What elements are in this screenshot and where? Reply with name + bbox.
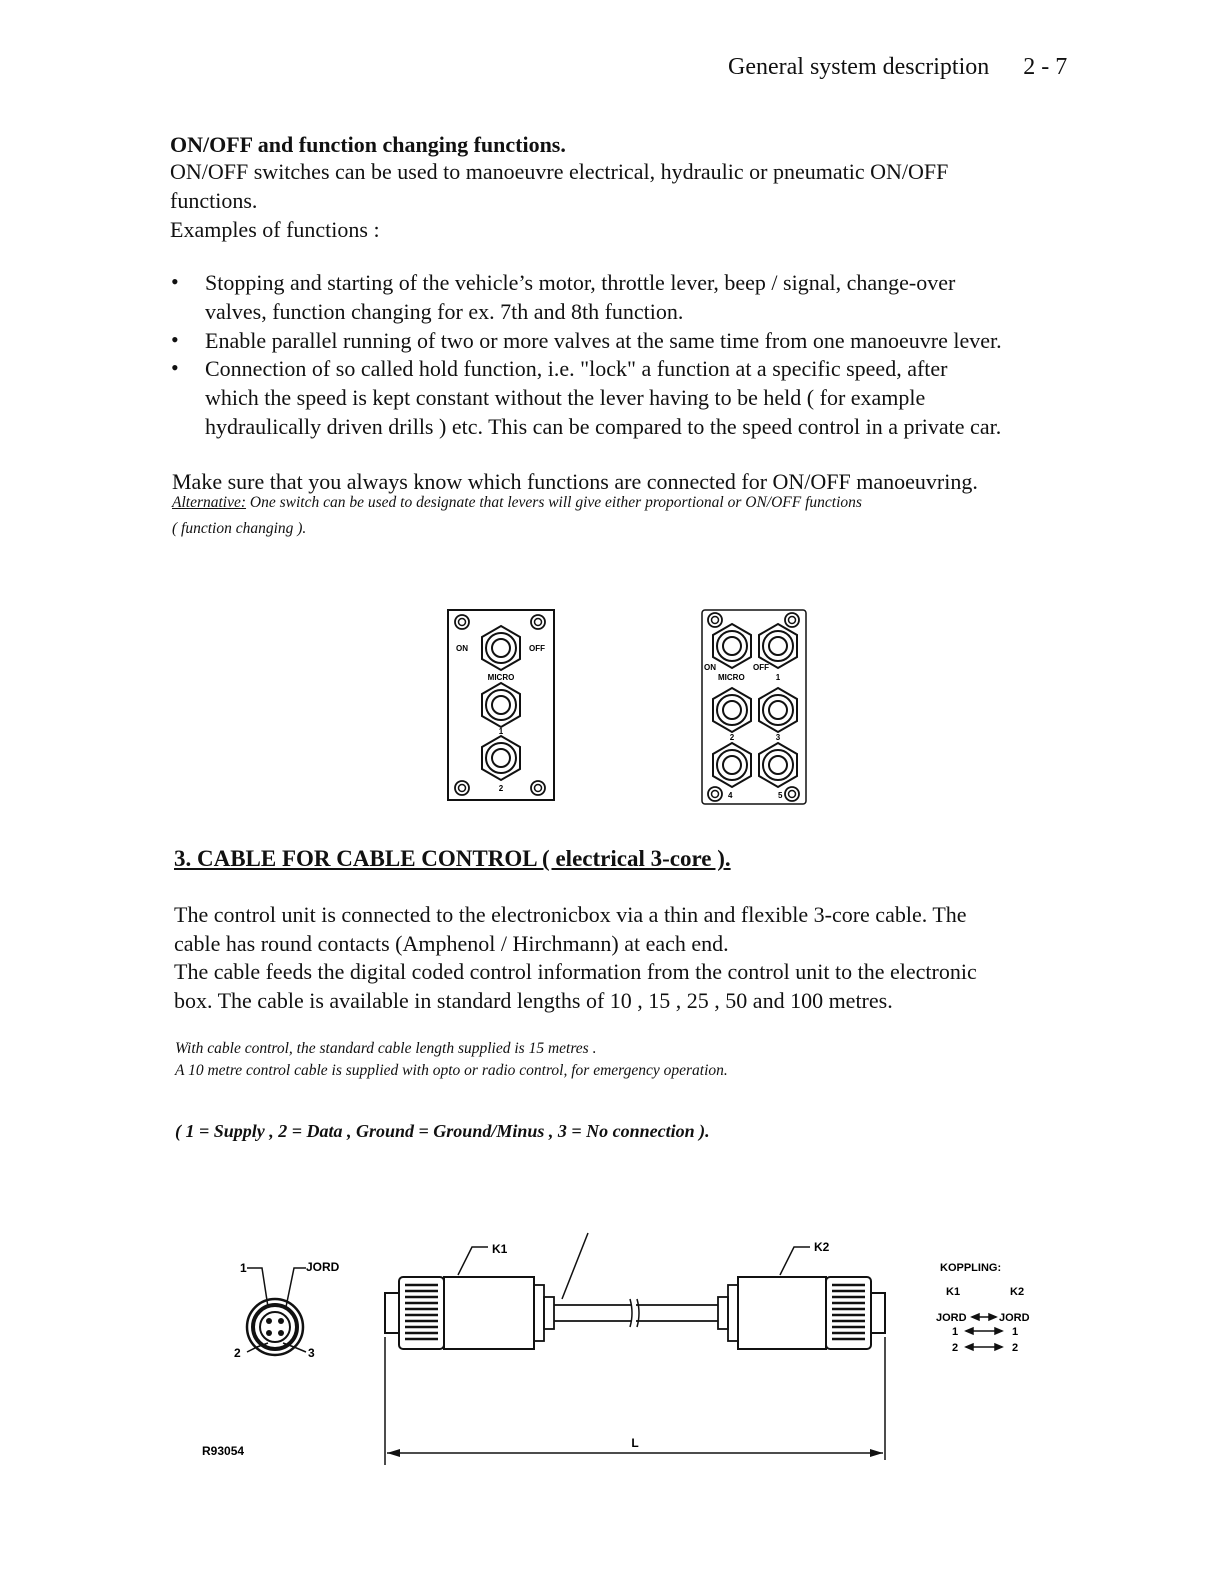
coupling-1-left: 1 xyxy=(952,1326,959,1338)
intro-line-2: functions. xyxy=(170,188,258,213)
cable-note-1: With cable control, the standard cable length supplied is 15 metres . xyxy=(175,1040,597,1057)
switch-knob-icon xyxy=(482,626,520,670)
bullet-dot: • xyxy=(171,269,179,294)
section-heading-onoff: ON/OFF and function changing functions. xyxy=(170,132,566,157)
cable-diagram xyxy=(190,1225,1070,1475)
switch-knob-icon xyxy=(482,736,520,780)
cable-note-2: A 10 metre control cable is supplied with opto or radio control, for emergency operation. xyxy=(175,1062,728,1079)
left-label-2: 2 xyxy=(498,784,504,793)
page-number: 2 - 7 xyxy=(1023,54,1068,80)
coupling-jord-right: JORD xyxy=(999,1312,1030,1324)
cable-body xyxy=(554,1233,718,1327)
coupling-title: KOPPLING: xyxy=(940,1262,1002,1274)
right-micro-label: MICRO xyxy=(718,673,745,682)
cable-body-line-2: cable has round contacts (Amphenol / Hirchmann) at each end. xyxy=(174,931,729,956)
coupling-2-left: 2 xyxy=(952,1342,959,1354)
cable-body-line-1: The control unit is connected to the electronicbox via a thin and flexible 3-core cable. The xyxy=(174,902,967,927)
coupling-table xyxy=(936,1262,1030,1354)
bullet-line: valves, function changing for ex. 7th and 8th function. xyxy=(205,299,684,324)
screw-icon xyxy=(708,613,722,627)
cable-body-line-4: box. The cable is available in standard lengths of 10 , 15 , 25 , 50 and 100 metres. xyxy=(174,988,893,1013)
connector-k1 xyxy=(385,1242,554,1349)
cable-body-line-3: The cable feeds the digital coded control information from the control unit to the electronic xyxy=(174,959,977,984)
bullet-dot: • xyxy=(171,355,179,380)
switch-panels-figure xyxy=(440,600,830,815)
right-label-4: 4 xyxy=(728,791,733,800)
coupling-k2: K2 xyxy=(1010,1286,1025,1298)
alternative-label: Alternative: xyxy=(172,494,247,511)
bullet-item xyxy=(171,268,956,326)
screw-icon xyxy=(785,613,799,627)
coupling-k1: K1 xyxy=(946,1286,961,1298)
connector-k2 xyxy=(718,1240,885,1349)
screw-icon xyxy=(455,615,469,629)
right-label-5: 5 xyxy=(778,791,783,800)
bullet-item xyxy=(171,326,1002,355)
bullet-item xyxy=(171,354,1002,441)
intro-line-1: ON/OFF switches can be used to manoeuvre electrical, hydraulic or pneumatic ON/OFF xyxy=(170,159,949,184)
page-header xyxy=(728,54,1067,81)
bullet-line: which the speed is kept constant without the lever having to be held ( for example xyxy=(205,385,926,410)
switch-knob-icon xyxy=(759,688,797,732)
right-switch-panel xyxy=(702,610,806,804)
connector-end-view xyxy=(234,1260,340,1360)
jord-label: JORD xyxy=(306,1260,340,1274)
coupling-1-right: 1 xyxy=(1012,1326,1019,1338)
left-label-1: 1 xyxy=(498,727,504,736)
intro-line-3: Examples of functions : xyxy=(170,217,380,242)
switch-knob-icon xyxy=(759,743,797,787)
section-heading-cable: 3. CABLE FOR CABLE CONTROL ( electrical 3-core ). xyxy=(174,846,731,871)
bullet-line: hydraulically driven drills ) etc. This can be compared to the speed control in a private car. xyxy=(205,414,1002,439)
reference-code: R93054 xyxy=(202,1444,245,1458)
screw-icon xyxy=(531,781,545,795)
switch-knob-icon xyxy=(482,683,520,727)
left-switch-panel xyxy=(448,610,554,800)
bullet-line: Enable parallel running of two or more valves at the same time from one manoeuvre lever. xyxy=(205,328,1002,353)
alternative-text: One switch can be used to designate that levers will give either proportional or ON/OFF functions xyxy=(246,494,862,511)
screw-icon xyxy=(455,781,469,795)
coupling-jord-left: JORD xyxy=(936,1312,967,1324)
coupling-2-right: 2 xyxy=(1012,1342,1019,1354)
left-off-label: OFF xyxy=(529,644,545,653)
right-label-1: 1 xyxy=(775,673,781,682)
alternative-note xyxy=(172,492,862,514)
right-label-2: 2 xyxy=(729,733,735,742)
right-off-label: OFF xyxy=(753,663,769,672)
length-dimension xyxy=(385,1337,885,1465)
k1-label: K1 xyxy=(492,1242,508,1256)
right-label-3: 3 xyxy=(775,733,781,742)
header-title: General system description xyxy=(728,54,990,80)
switch-knob-icon xyxy=(759,624,797,668)
alternative-note-2: ( function changing ). xyxy=(172,520,307,537)
pin-1-label: 1 xyxy=(240,1261,247,1275)
pin-3-label: 3 xyxy=(308,1346,315,1360)
switch-knob-icon xyxy=(713,688,751,732)
make-sure-text: Make sure that you always know which functions are connected for ON/OFF manoeuvring. xyxy=(172,469,978,494)
screw-icon xyxy=(708,787,722,801)
left-micro-label: MICRO xyxy=(487,673,515,682)
right-on-label: ON xyxy=(704,663,716,672)
screw-icon xyxy=(785,787,799,801)
switch-knob-icon xyxy=(713,624,751,668)
left-on-label: ON xyxy=(456,644,468,653)
bullet-line: Connection of so called hold function, i.e. "lock" a function at a specific speed, after xyxy=(205,356,948,381)
switch-knob-icon xyxy=(713,743,751,787)
bullet-dot: • xyxy=(171,327,179,352)
k2-label: K2 xyxy=(814,1240,830,1254)
length-label: L xyxy=(631,1436,639,1450)
bullet-line: Stopping and starting of the vehicle’s motor, throttle lever, beep / signal, change-over xyxy=(205,270,956,295)
screw-icon xyxy=(531,615,545,629)
pin-2-label: 2 xyxy=(234,1346,241,1360)
coupling-arrows-icon xyxy=(966,1314,1002,1350)
pin-legend: ( 1 = Supply , 2 = Data , Ground = Ground/Minus , 3 = No connection ). xyxy=(175,1121,710,1141)
